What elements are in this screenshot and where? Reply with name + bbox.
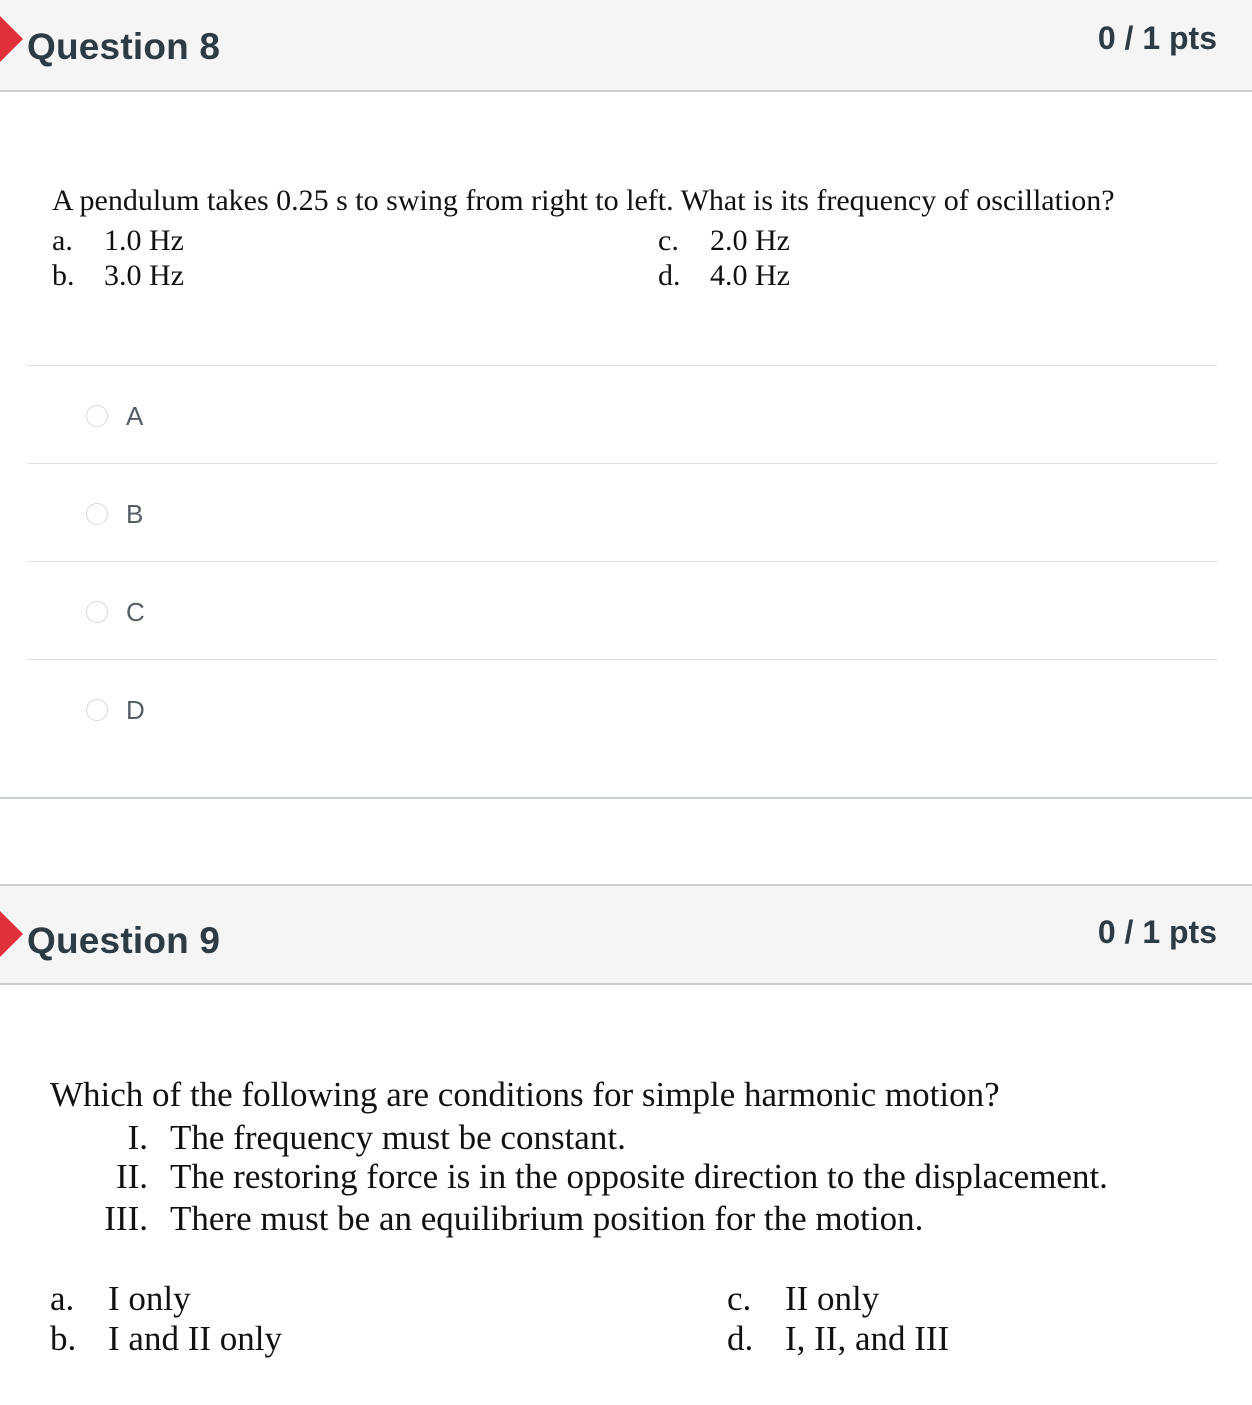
option-letter: a. [50,1279,75,1318]
option-letter: c. [727,1279,752,1318]
radio-button[interactable] [86,405,108,427]
question-9-header [0,884,1252,985]
question-points: 0 / 1 pts [1097,20,1217,56]
option-d [727,1319,949,1359]
option-a [52,224,184,258]
question-points: 0 / 1 pts [1097,914,1217,950]
question-text: A pendulum takes 0.25 s to swing from right to left. What is its frequency of oscillation? [52,184,1115,217]
radio-button[interactable] [86,699,108,721]
answer-label[interactable]: C [126,596,145,627]
option-value: II only [785,1279,880,1318]
answer-choice-b[interactable] [86,499,143,529]
option-d [658,259,790,293]
option-value: I only [108,1279,191,1318]
statement-text: The restoring force is in the opposite direction to the displacement. [170,1157,1108,1196]
option-letter: b. [52,259,75,292]
question-text: Which of the following are conditions for simple harmonic motion? [50,1075,1000,1114]
answer-label[interactable]: B [126,498,144,529]
option-c [727,1279,879,1319]
option-value: 1.0 Hz [104,224,184,257]
statement-numeral: III. [104,1199,148,1238]
option-value: 4.0 Hz [710,259,790,292]
option-letter: d. [727,1319,754,1358]
option-value: 3.0 Hz [104,259,184,292]
flag-icon [0,910,23,958]
answer-divider [27,463,1217,464]
answer-label[interactable]: A [126,400,144,431]
answer-divider [27,365,1217,366]
radio-button[interactable] [86,503,108,525]
answer-choice-c[interactable] [86,597,145,627]
option-b [52,259,184,293]
option-letter: b. [50,1319,77,1358]
question-title: Question 8 [27,26,221,67]
statement-text: The frequency must be constant. [170,1118,626,1157]
option-a [50,1279,191,1319]
question-title: Question 9 [27,920,221,961]
statement-numeral: I. [127,1118,148,1157]
answer-label[interactable]: D [126,694,145,725]
option-letter: d. [658,259,681,292]
statement-iii [76,1199,923,1239]
option-b [50,1319,282,1359]
option-value: I, II, and III [785,1319,950,1358]
question-8-footer [0,797,1252,799]
flag-icon [0,15,23,63]
option-c [658,224,790,258]
answer-choice-a[interactable] [86,401,143,431]
statement-numeral: II. [115,1157,148,1196]
answer-divider [27,659,1217,660]
option-letter: a. [52,224,73,257]
statement-ii [76,1157,1108,1197]
answer-choice-d[interactable] [86,695,145,725]
radio-button[interactable] [86,601,108,623]
statement-text: There must be an equilibrium position for the motion. [170,1199,924,1238]
option-value: I and II only [108,1319,282,1358]
option-value: 2.0 Hz [710,224,790,257]
option-letter: c. [658,224,679,257]
question-8-header [0,0,1252,92]
answer-divider [27,561,1217,562]
statement-i [76,1118,626,1158]
